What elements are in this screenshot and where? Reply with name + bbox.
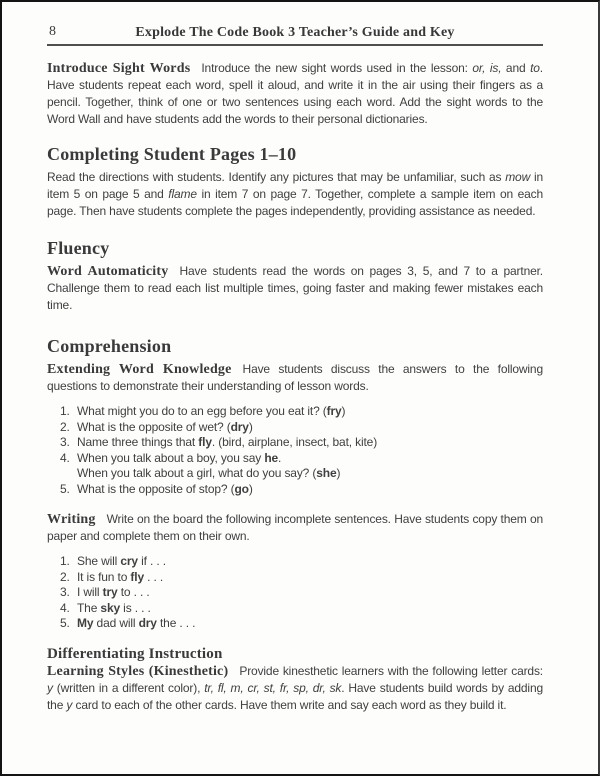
paragraph-learning-styles [47, 663, 543, 714]
item-number: 5. [60, 481, 70, 496]
text-run: The [77, 600, 101, 615]
text-run: She will [77, 554, 121, 568]
page-number: 8 [49, 24, 56, 39]
item-number: 1. [60, 554, 70, 568]
text-run: It is fun to [77, 569, 131, 584]
emphasized-text-run: mow [505, 170, 531, 184]
text-run: Read the directions with students. Identify any pictures that may be unfamiliar, such as [47, 170, 506, 184]
text-run: Have students read the words on pages 3, 5, and 7 to a partner. Challenge them to read each list multiple times, going faster and making fewer mistakes each time. [47, 264, 543, 312]
emphasized-text-run: tr, fl, m, cr, st, fr, sp, dr, sk [204, 680, 342, 695]
text-run: ) [336, 466, 341, 480]
run-in-label-writing: Writing [47, 512, 96, 527]
item-text [77, 585, 150, 599]
text-run: I will [77, 585, 103, 599]
emphasized-text-run: dry [138, 616, 157, 630]
section-heading-comprehension: Comprehension [47, 336, 172, 356]
run-in-label-word-automaticity: Word Automaticity [47, 264, 169, 279]
emphasized-text-run: fry [326, 404, 342, 418]
paragraph-introduce-sight-words [47, 60, 543, 128]
text-run: Have students discuss the answers to the following questions to demonstrate their understanding of lesson words. [47, 362, 543, 393]
page-header [47, 22, 543, 46]
paragraph-text [47, 512, 543, 543]
text-run: ) [248, 481, 253, 496]
text-run: When you talk about a boy, you say [77, 450, 265, 465]
sentence-item [60, 616, 543, 632]
emphasized-text-run: try [102, 585, 118, 599]
question-item [60, 482, 543, 498]
text-run: What is the opposite of wet? ( [77, 419, 231, 434]
item-text [77, 435, 377, 449]
emphasized-text-run: to [530, 61, 540, 75]
question-item-continuation [60, 466, 543, 482]
item-number: 5. [60, 616, 70, 630]
text-run: . [278, 450, 282, 465]
item-number: 4. [60, 600, 70, 615]
emphasized-text-run: she [316, 466, 337, 480]
text-run: Name three things that [77, 435, 199, 449]
paragraph-completing-student-pages [47, 169, 543, 220]
emphasized-text-run: sky [100, 600, 120, 615]
paragraph-text [47, 170, 543, 218]
text-run: . (bird, airplane, insect, bat, kite) [211, 435, 378, 449]
question-item [60, 404, 543, 420]
text-run: dad will [93, 616, 139, 630]
text-run: . . . [143, 569, 164, 584]
question-item [60, 420, 543, 436]
text-run: . Have students build words by adding the [47, 680, 543, 712]
item-number: 2. [60, 569, 70, 584]
run-in-label-introduce-sight-words: Introduce Sight Words [47, 61, 191, 76]
emphasized-text-run: dry [230, 419, 249, 434]
text-run: if . . . [137, 554, 166, 568]
item-text [77, 482, 253, 496]
text-run: Provide kinesthetic learners with the following letter cards: [239, 663, 543, 678]
section-heading-fluency: Fluency [47, 238, 110, 258]
sentence-item [60, 570, 543, 586]
sentence-item [60, 585, 543, 601]
text-run: in item 5 on page 5 and [47, 170, 543, 201]
text-run: When you talk about a girl, what do you say? ( [77, 466, 317, 480]
text-run: in item 7 on page 7. Together, complete a sample item on each page. Then have students complete the pages independently, providing assistance as needed. [47, 187, 543, 218]
emphasized-text-run: fly [198, 435, 212, 449]
emphasized-text-run: or, is, [472, 61, 502, 75]
item-text [77, 420, 253, 434]
writing-sentence-list [60, 554, 543, 632]
item-number: 2. [60, 419, 70, 434]
question-item [60, 435, 543, 451]
section-heading-completing-student-pages: Completing Student Pages 1–10 [47, 144, 297, 164]
text-run: What is the opposite of stop? ( [77, 481, 235, 496]
item-text [77, 601, 151, 615]
emphasized-text-run: y [47, 680, 53, 695]
item-text [77, 404, 345, 418]
emphasized-text-run: y [66, 697, 73, 712]
text-run: card to each of the other cards. Have them write and say each word as they build it. [72, 697, 507, 712]
sentence-item [60, 601, 543, 617]
item-text [77, 554, 166, 568]
item-text [77, 466, 340, 480]
section-heading-differentiating-instruction: Differentiating Instruction [47, 645, 223, 662]
item-number: 4. [60, 450, 70, 465]
emphasized-text-run: he [264, 450, 279, 465]
emphasized-text-run: My [77, 616, 94, 630]
text-run: to . . . [117, 585, 150, 599]
header-title: Explode The Code Book 3 Teacher’s Guide and Key [135, 25, 455, 40]
question-item [60, 451, 543, 467]
text-run: What might you do to an egg before you eat it? ( [77, 404, 327, 418]
text-run: (written in a different color), [52, 680, 205, 695]
item-number: 1. [60, 404, 70, 418]
item-text [77, 451, 281, 465]
paragraph-extending-word-knowledge [47, 361, 543, 395]
emphasized-text-run: cry [120, 554, 138, 568]
text-run: ) [341, 404, 346, 418]
item-text [77, 570, 163, 584]
text-run: and [501, 61, 531, 75]
run-in-label-extending-word-knowledge: Extending Word Knowledge [47, 362, 232, 377]
item-text [77, 616, 195, 630]
emphasized-text-run: go [234, 481, 249, 496]
text-run: is . . . [120, 600, 151, 615]
item-number: 3. [60, 435, 70, 449]
text-run: Write on the board the following incomplete sentences. Have students copy them on paper and complete them on their own. [47, 512, 543, 543]
paragraph-word-automaticity [47, 263, 543, 314]
emphasized-text-run: flame [168, 187, 197, 201]
text-run: . Have students repeat each word, spell it aloud, and write it in the air using their fingers as a pencil. Together, think of one or two sentences using each word. Add the sight words to the Word Wall and have students add the words to their personal dictionaries. [47, 61, 543, 126]
text-run: ) [248, 419, 253, 434]
text-run: the . . . [156, 616, 196, 630]
text-run: Introduce the new sight words used in the lesson: [201, 61, 473, 75]
item-number: 3. [60, 585, 70, 599]
emphasized-text-run: fly [130, 569, 144, 584]
run-in-label-learning-styles: Learning Styles (Kinesthetic) [47, 663, 229, 679]
sentence-item [60, 554, 543, 570]
comprehension-question-list [60, 404, 543, 497]
paragraph-writing [47, 511, 543, 545]
